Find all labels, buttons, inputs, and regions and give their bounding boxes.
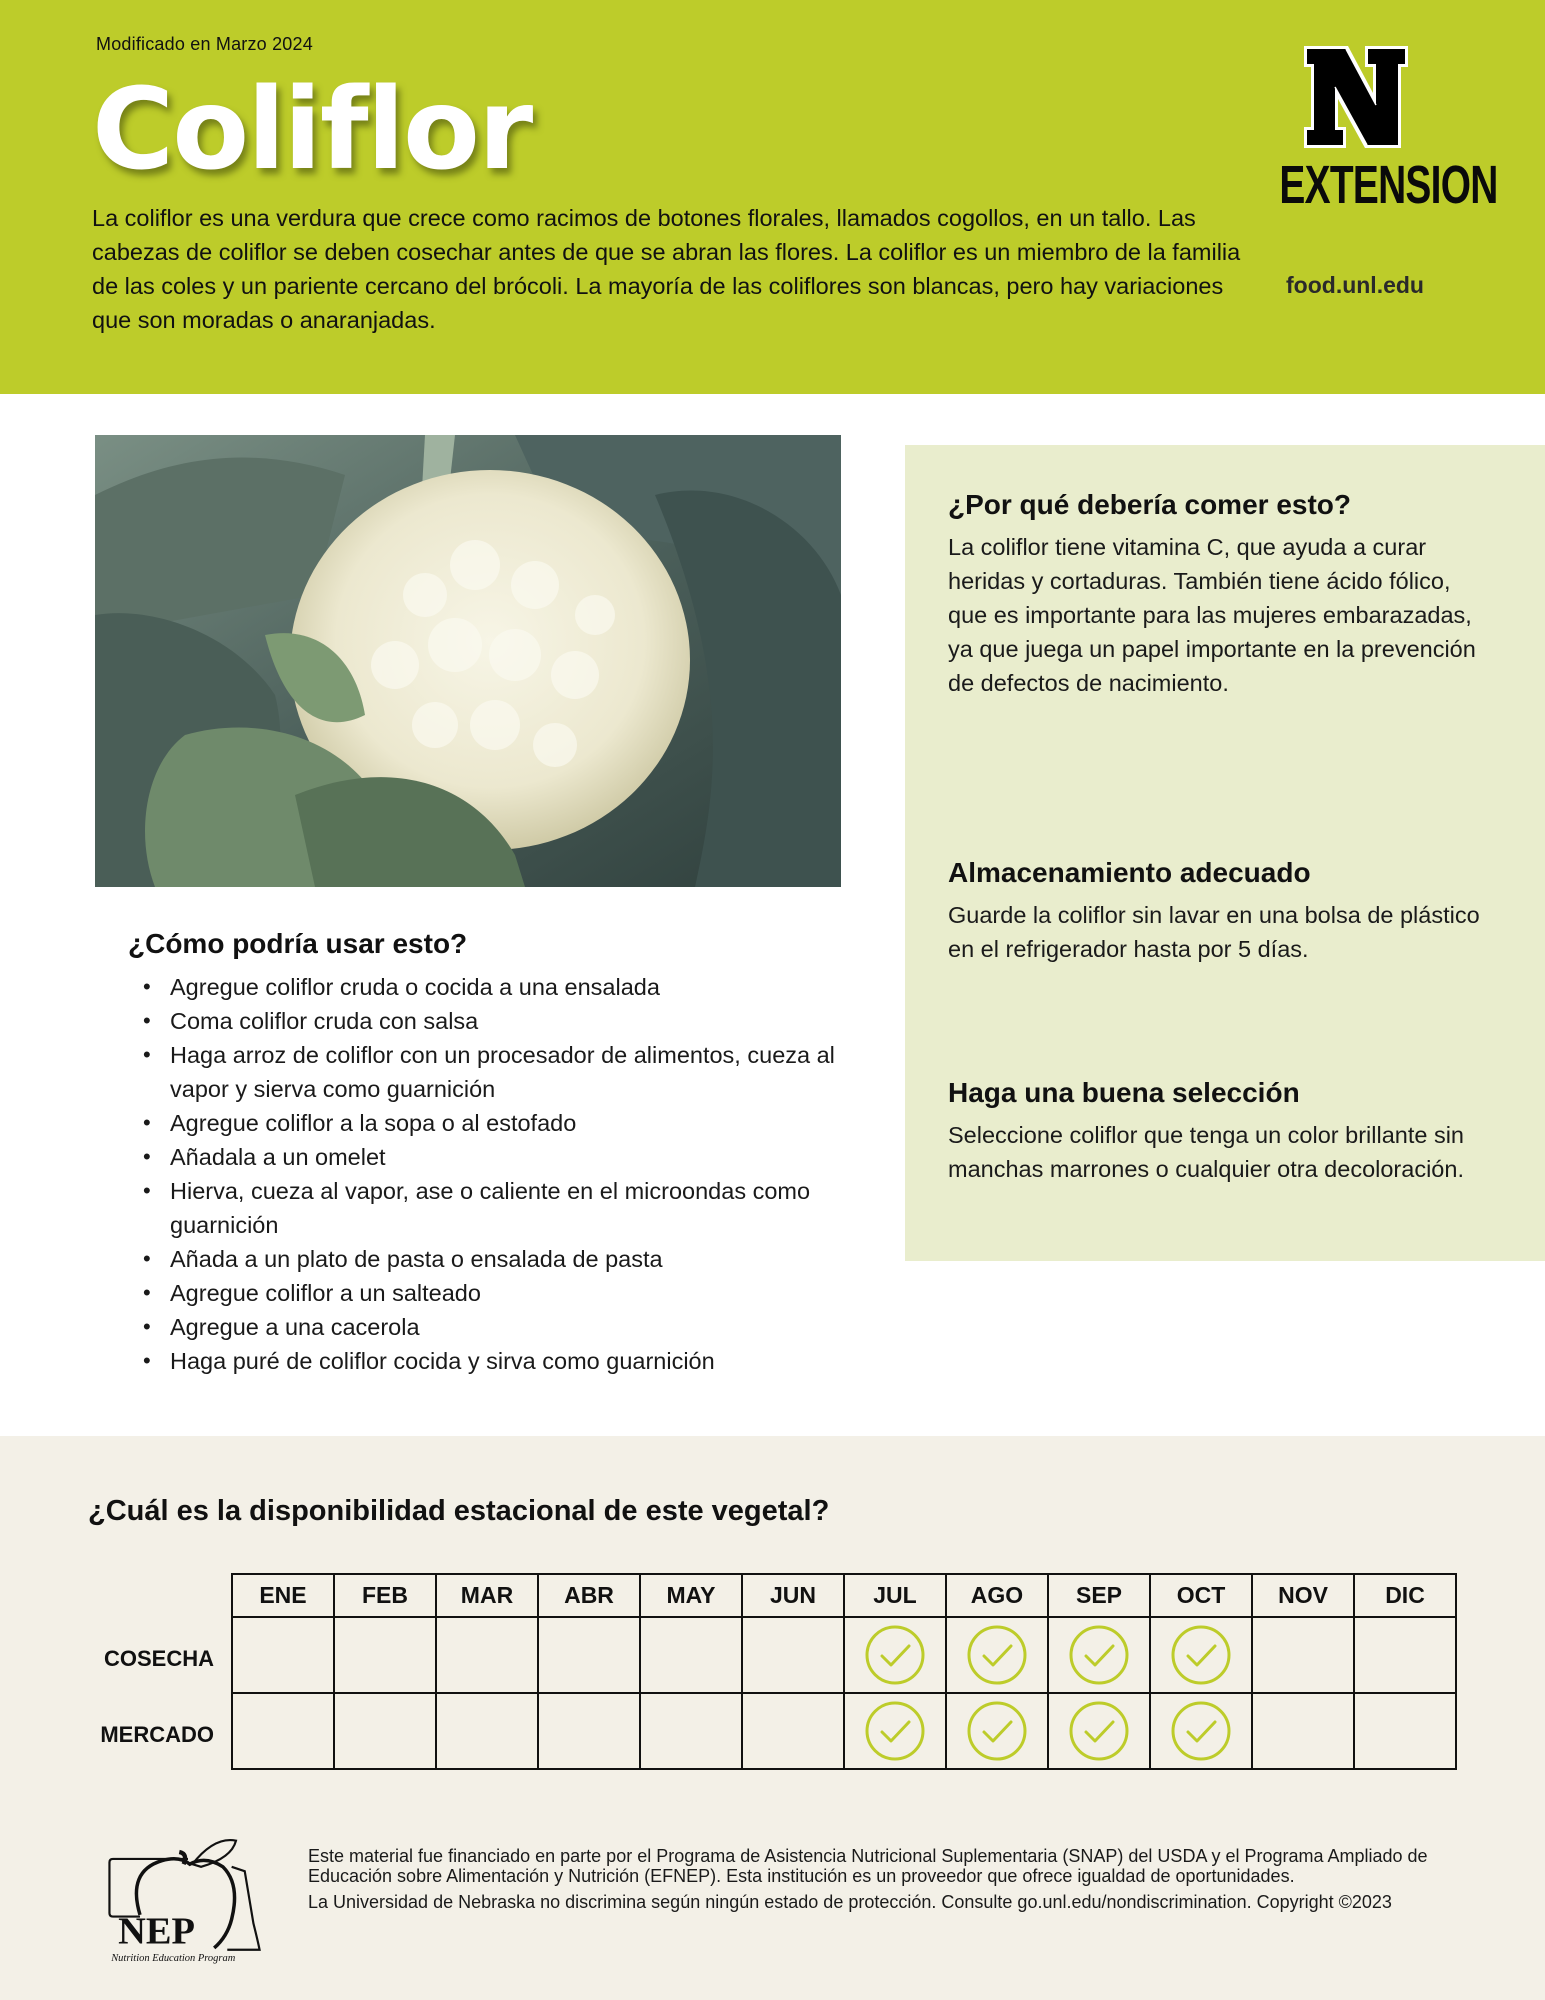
month-cell (232, 1617, 334, 1693)
nondiscrimination-statement: La Universidad de Nebraska no discrimina según ningún estado de protección. Consulte go.unl.edu/nondiscrimination. Copyright ©2023 (308, 1892, 1392, 1912)
month-cell (538, 1617, 640, 1693)
month-header: NOV (1252, 1574, 1354, 1617)
month-cell (844, 1617, 946, 1693)
month-cell (946, 1693, 1048, 1769)
website-link[interactable]: food.unl.edu (1286, 272, 1424, 298)
check-circle-icon (1069, 1625, 1129, 1685)
month-cell (640, 1617, 742, 1693)
month-cell (1150, 1693, 1252, 1769)
month-header: JUL (844, 1574, 946, 1617)
seasonal-heading: ¿Cuál es la disponibilidad estacional de este vegetal? (88, 1495, 830, 1527)
month-header: MAR (436, 1574, 538, 1617)
nep-apple-icon (92, 1818, 284, 1968)
list-item: • Agregue a una cacerola (170, 1310, 850, 1344)
month-cell (1354, 1693, 1456, 1769)
extension-wordmark: EXTENSION (1279, 155, 1498, 215)
month-header: AGO (946, 1574, 1048, 1617)
month-header-row (232, 1574, 1456, 1617)
check-circle-icon (865, 1701, 925, 1761)
cauliflower-image (95, 435, 841, 887)
month-cell (436, 1617, 538, 1693)
nebraska-n-icon (1303, 45, 1409, 149)
month-header: DIC (1354, 1574, 1456, 1617)
month-header: SEP (1048, 1574, 1150, 1617)
check-circle-icon (967, 1625, 1027, 1685)
month-cell (946, 1617, 1048, 1693)
selection-text: Seleccione coliflor que tenga un color brillante sin manchas marrones o cualquier otra decoloración. (948, 1122, 1465, 1182)
month-cell (1252, 1693, 1354, 1769)
selection-heading: Haga una buena selección (948, 1077, 1300, 1108)
row-label-cosecha: COSECHA (103, 1646, 214, 1671)
list-item: • Añada a un plato de pasta o ensalada de pasta (170, 1242, 850, 1276)
month-cell (436, 1693, 538, 1769)
month-cell (334, 1617, 436, 1693)
footer-text (308, 1846, 1428, 1912)
svg-text:Nutrition Education Program: Nutrition Education Program (111, 1953, 236, 1965)
modified-date: Modificado en Marzo 2024 (96, 34, 313, 54)
how-to-use-list (170, 970, 850, 1378)
why-eat-text: La coliflor tiene vitamina C, que ayuda a curar heridas y cortaduras. También tiene ácido fólico, que es importante para las mujeres embarazadas, ya que juega un papel importante en la prevención de defectos de nacimiento. (948, 534, 1476, 696)
cauliflower-photo (95, 435, 841, 887)
month-cell (334, 1693, 436, 1769)
list-item: • Agregue coliflor a la sopa o al estofado (170, 1106, 850, 1140)
month-cell (742, 1617, 844, 1693)
month-cell (844, 1693, 946, 1769)
list-item: • Haga arroz de coliflor con un procesador de alimentos, cueza al vapor y sierva como guarnición (170, 1038, 850, 1106)
list-item: • Agregue coliflor cruda o cocida a una ensalada (170, 970, 850, 1004)
check-circle-icon (967, 1701, 1027, 1761)
month-header: ENE (232, 1574, 334, 1617)
selection-box (905, 1033, 1545, 1261)
how-to-use-heading: ¿Cómo podría usar esto? (128, 928, 468, 959)
page-title: Coliflor (92, 65, 532, 195)
month-cell (1048, 1693, 1150, 1769)
storage-box (905, 813, 1545, 1061)
month-header: FEB (334, 1574, 436, 1617)
month-cell (1354, 1617, 1456, 1693)
nep-logo (92, 1818, 284, 1968)
month-cell (1150, 1617, 1252, 1693)
seasonal-table (231, 1573, 1457, 1770)
month-cell (1048, 1617, 1150, 1693)
month-cell (1252, 1617, 1354, 1693)
check-circle-icon (1171, 1625, 1231, 1685)
table-row (232, 1693, 1456, 1769)
list-item: • Haga puré de coliflor cocida y sirva como guarnición (170, 1344, 850, 1378)
funding-statement: Este material fue financiado en parte por el Programa de Asistencia Nutricional Suplementaria (SNAP) del USDA y el Programa Ampliado de Educación sobre Alimentación y Nutrición (EFNEP). Esta institución es un proveedor que ofrece igualdad de oportunidades. (308, 1846, 1428, 1886)
intro-text: La coliflor es una verdura que crece como racimos de botones florales, llamados cogollos, en un tallo. Las cabezas de coliflor se deben cosechar antes de que se abran las flores. La coliflor es un miembro de la familia de las coles y un pariente cercano del brócoli. La mayoría de las coliflores son blancas, pero hay variaciones que son moradas o anaranjadas. (92, 205, 1241, 333)
check-circle-icon (1069, 1701, 1129, 1761)
month-header: JUN (742, 1574, 844, 1617)
month-header: ABR (538, 1574, 640, 1617)
check-circle-icon (1171, 1701, 1231, 1761)
month-cell (742, 1693, 844, 1769)
month-header: OCT (1150, 1574, 1252, 1617)
list-item: • Añadala a un omelet (170, 1140, 850, 1174)
list-item: • Hierva, cueza al vapor, ase o caliente en el microondas como guarnición (170, 1174, 850, 1242)
month-cell (232, 1693, 334, 1769)
storage-heading: Almacenamiento adecuado (948, 857, 1311, 888)
month-cell (640, 1693, 742, 1769)
check-circle-icon (865, 1625, 925, 1685)
list-item: • Agregue coliflor a un salteado (170, 1276, 850, 1310)
month-header: MAY (640, 1574, 742, 1617)
list-item: • Coma coliflor cruda con salsa (170, 1004, 850, 1038)
svg-text:NEP: NEP (118, 1910, 195, 1953)
row-label-mercado: MERCADO (100, 1722, 214, 1747)
why-eat-heading: ¿Por qué debería comer esto? (948, 489, 1351, 520)
month-cell (538, 1693, 640, 1769)
storage-text: Guarde la coliflor sin lavar en una bolsa de plástico en el refrigerador hasta por 5 días. (948, 902, 1480, 962)
table-row (232, 1617, 1456, 1693)
